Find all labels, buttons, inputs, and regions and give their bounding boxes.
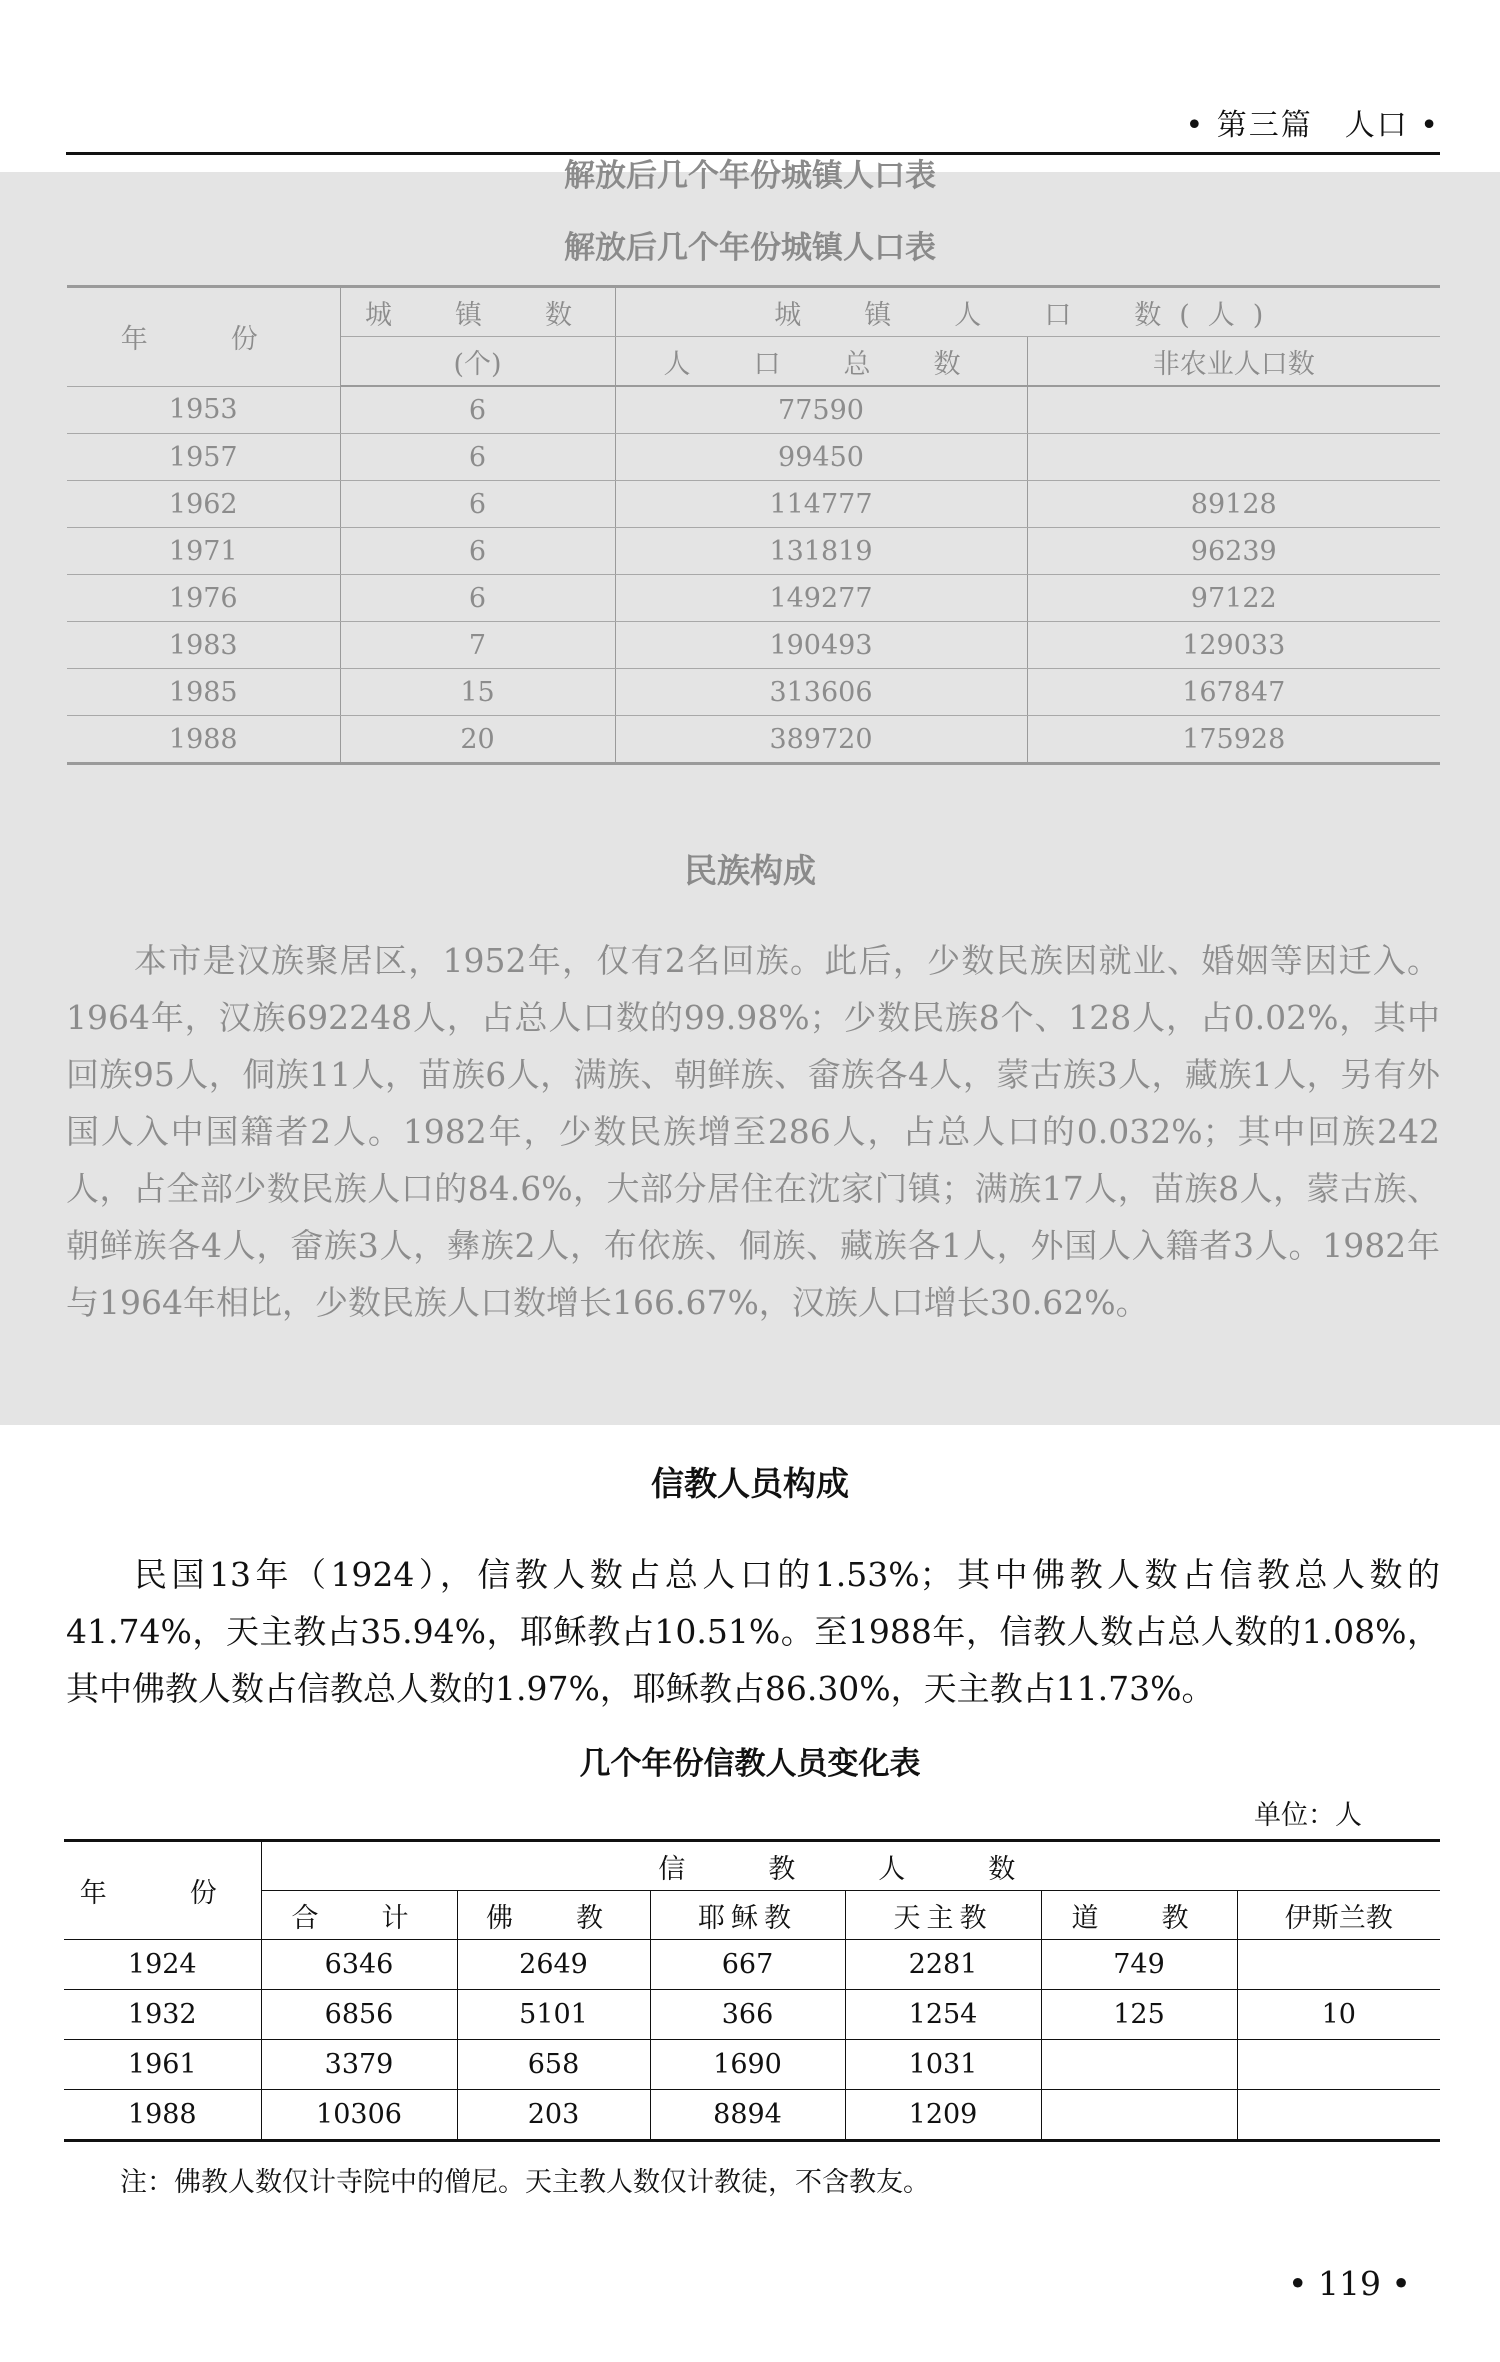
col-protestant-header: 耶稣教: [650, 1891, 845, 1940]
col-towns-header: 城 镇 数: [340, 287, 615, 337]
religion-heading: 信教人员构成: [651, 1464, 849, 1503]
col-catholic-header: 天主教: [845, 1891, 1041, 1940]
table-row: 1976 6 149277 97122: [67, 575, 1440, 622]
col-nonagri-header: 非农业人口数: [1027, 337, 1440, 387]
running-header: [66, 100, 1440, 148]
religion-table: [64, 1839, 1440, 2142]
religion-paragraph: 民国13年（1924），信教人数占总人口的1.53%；其中佛教人数占信教总人数的41.74%，天主教占35.94%，耶稣教占10.51%。至1988年，信教人数占总人数的1.08%，其中佛教人数占信教总人数的1.97%，耶稣教占86.30%，天主教占11.73%。: [66, 1555, 1440, 1708]
col-buddhism-header: 佛 教: [457, 1891, 650, 1940]
col-islam-header: 伊斯兰教: [1237, 1891, 1440, 1940]
col-year-header: 年 份: [64, 1841, 261, 1940]
urban-table-title: 解放后几个年份城镇人口表: [564, 158, 936, 194]
table-row: 1988 20 389720 175928: [67, 716, 1440, 764]
page-number: • 119 •: [1288, 2264, 1411, 2303]
ethnic-heading: 民族构成: [684, 851, 816, 890]
table-row: 1985 15 313606 167847: [67, 669, 1440, 716]
table-row: 1924 6346 2649 667 2281 749: [64, 1940, 1440, 1990]
table-row: 1971 6 131819 96239: [67, 528, 1440, 575]
footnote: 注：佛教人数仅计寺院中的僧尼。天主教人数仅计教徒，不含教友。: [120, 2167, 930, 2198]
col-group-header: 信 教 人 数: [261, 1841, 1440, 1891]
col-total-header: 合 计: [261, 1891, 457, 1940]
table-row: 1932 6856 5101 366 1254 125 10: [64, 1990, 1440, 2040]
unit-label: 单位：人: [1254, 1800, 1362, 1831]
col-towns-unit: (个): [340, 337, 615, 387]
col-total-header: 人 口 总 数: [615, 337, 1027, 387]
table-row: 1953 6 77590: [67, 386, 1440, 434]
table-row: 1983 7 190493 129033: [67, 622, 1440, 669]
col-population-group-header: 城 镇 人 口 数(人): [615, 287, 1440, 337]
table-row: 1988 10306 203 8894 1209: [64, 2090, 1440, 2141]
table-row: 1961 3379 658 1690 1031: [64, 2040, 1440, 2090]
religion-table-title: 几个年份信教人员变化表: [579, 1746, 921, 1782]
ethnic-paragraph: 本市是汉族聚居区，1952年，仅有2名回族。此后，少数民族因就业、婚姻等因迁入。1964年，汉族692248人，占总人口数的99.98%；少数民族8个、128人，占0.02%，其中回族95人，侗族11人，苗族6人，满族、朝鲜族、畲族各4人，蒙古族3人，藏族1人，另有外国人入中国籍者2人。1982年，少数民族增至286人，占总人口的0.032%；其中回族242人，占全部少数民族人口的84.6%，大部分居住在沈家门镇；满族17人，苗族8人，蒙古族、朝鲜族各4人，畲族3人，彝族2人，布依族、侗族、藏族各1人，外国人入籍者3人。1982年与1964年相比，少数民族人口数增长166.67%，汉族人口增长30.62%。: [66, 941, 1440, 1322]
urban-population-table: [67, 285, 1440, 765]
table-row: 1957 6 99450: [67, 434, 1440, 481]
section-title: • 第三篇 人口 •: [1185, 108, 1440, 143]
urban-table-title-visible: 解放后几个年份城镇人口表: [564, 230, 936, 266]
col-taoism-header: 道 教: [1041, 1891, 1237, 1940]
table-row: 1962 6 114777 89128: [67, 481, 1440, 528]
col-year-header: 年 份: [67, 287, 340, 387]
